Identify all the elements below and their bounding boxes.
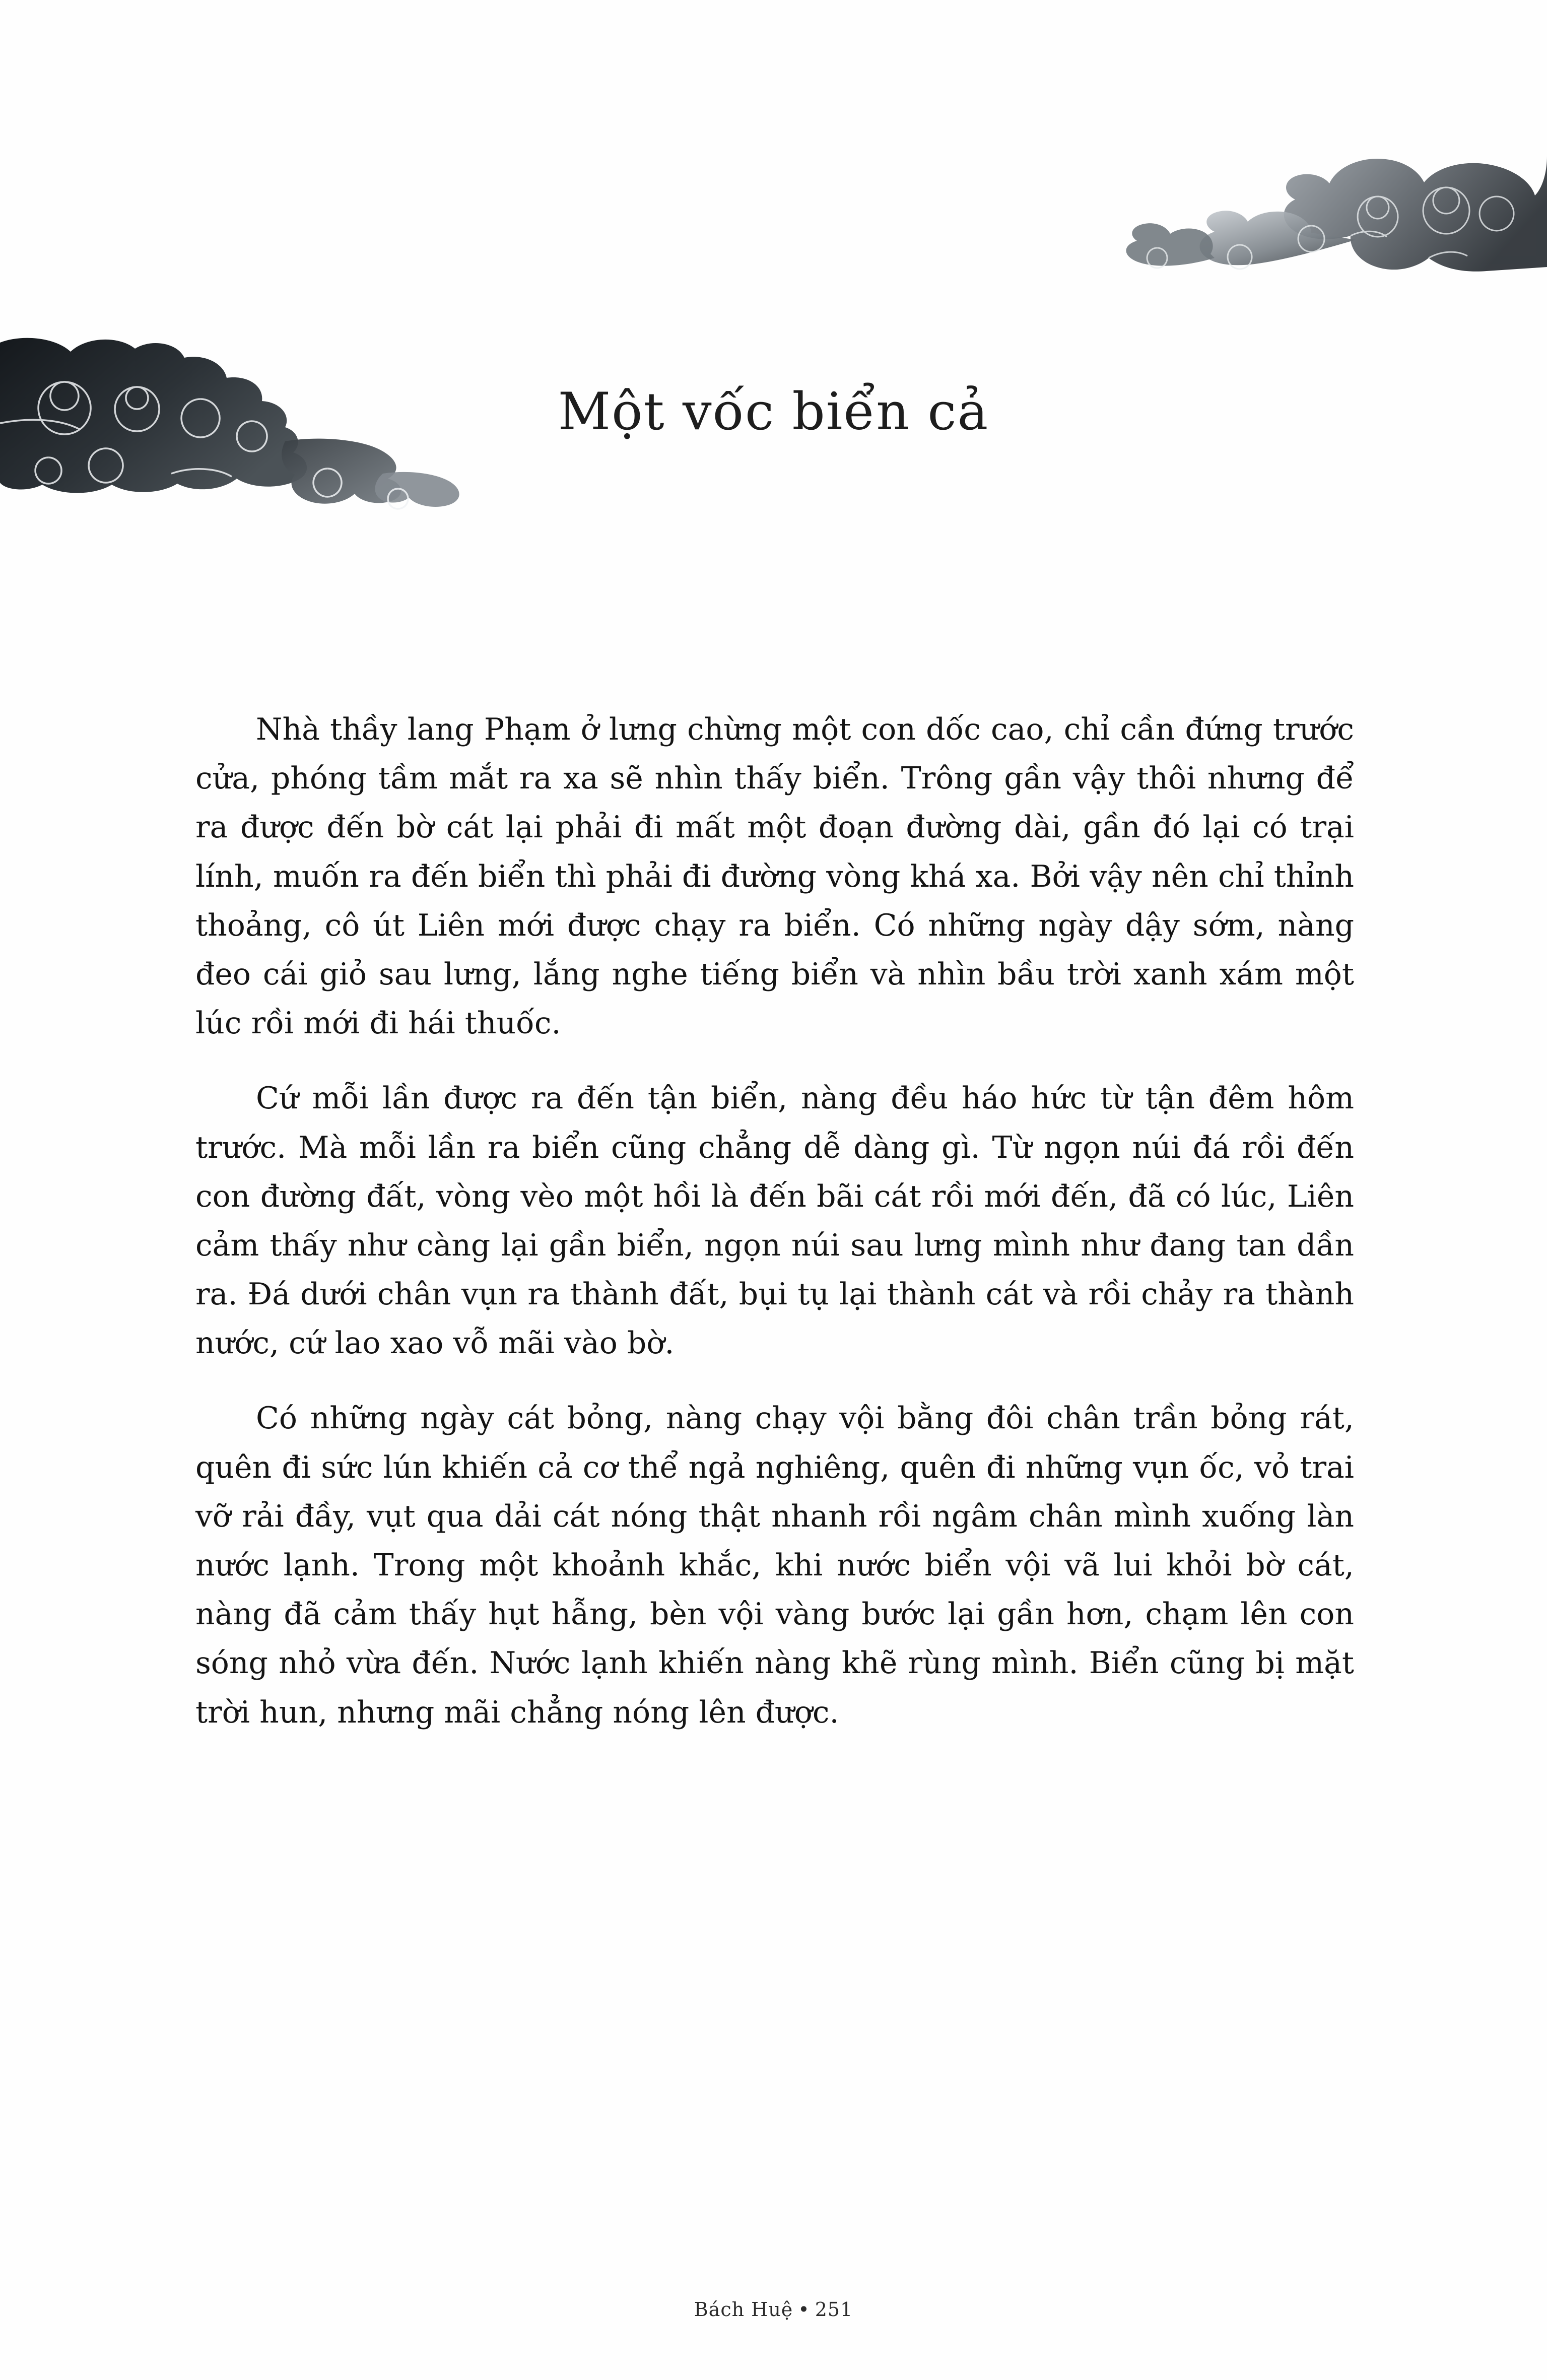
cloud-ornament-right-icon xyxy=(1003,141,1547,327)
paragraph: Có những ngày cát bỏng, nàng chạy vội bằng đôi chân trần bỏng rát, quên đi sức lún khiến cả cơ thể ngả nghiêng, quên đi những vụn ốc, vỏ trai vỡ rải đầy, vụt qua dải cát nóng thật nhanh rồi ngâm chân mình xuống làn nước lạnh. Trong một khoảnh khắc, khi nước biển vội vã lui khỏi bờ cát, nàng đã cảm thấy hụt hẫng, bèn vội vàng bước lại gần hơn, chạm lên con sóng nhỏ vừa đến. Nước lạnh khiến nàng khẽ rùng mình. Biển cũng bị mặt trời hun, nhưng mãi chẳng nóng lên được. xyxy=(195,1401,1354,1730)
chapter-title: Một vốc biển cả xyxy=(558,382,989,442)
paragraph: Nhà thầy lang Phạm ở lưng chừng một con dốc cao, chỉ cần đứng trước cửa, phóng tầm mắt ra xa sẽ nhìn thấy biển. Trông gần vậy thôi nhưng để ra được đến bờ cát lại phải đi mất một đoạn đường dài, gần đó lại có trại lính, muốn ra đến biển thì phải đi đường vòng khá xa. Bởi vậy nên chỉ thỉnh thoảng, cô út Liên mới được chạy ra biển. Có những ngày dậy sớm, nàng đeo cái giỏ sau lưng, lắng nghe tiếng biển và nhìn bầu trời xanh xám một lúc rồi mới đi hái thuốc. xyxy=(195,712,1354,1041)
footer-separator: • xyxy=(798,2298,810,2321)
paragraph: Cứ mỗi lần được ra đến tận biển, nàng đều háo hức từ tận đêm hôm trước. Mà mỗi lần ra biển cũng chẳng dễ dàng gì. Từ ngọn núi đá rồi đến con đường đất, vòng vèo một hồi là đến bãi cát rồi mới đến, đã có lúc, Liên cảm thấy như càng lại gần biển, ngọn núi sau lưng mình như đang tan dần ra. Đá dưới chân vụn ra thành đất, bụi tụ lại thành cát và rồi chảy ra thành nước, cứ lao xao vỗ mãi vào bờ. xyxy=(195,1081,1354,1361)
page-number: 251 xyxy=(815,2298,853,2321)
page-footer xyxy=(0,2298,1547,2321)
body-text-block xyxy=(195,705,1354,1737)
footer-book-title: Bách Huệ xyxy=(694,2298,793,2321)
